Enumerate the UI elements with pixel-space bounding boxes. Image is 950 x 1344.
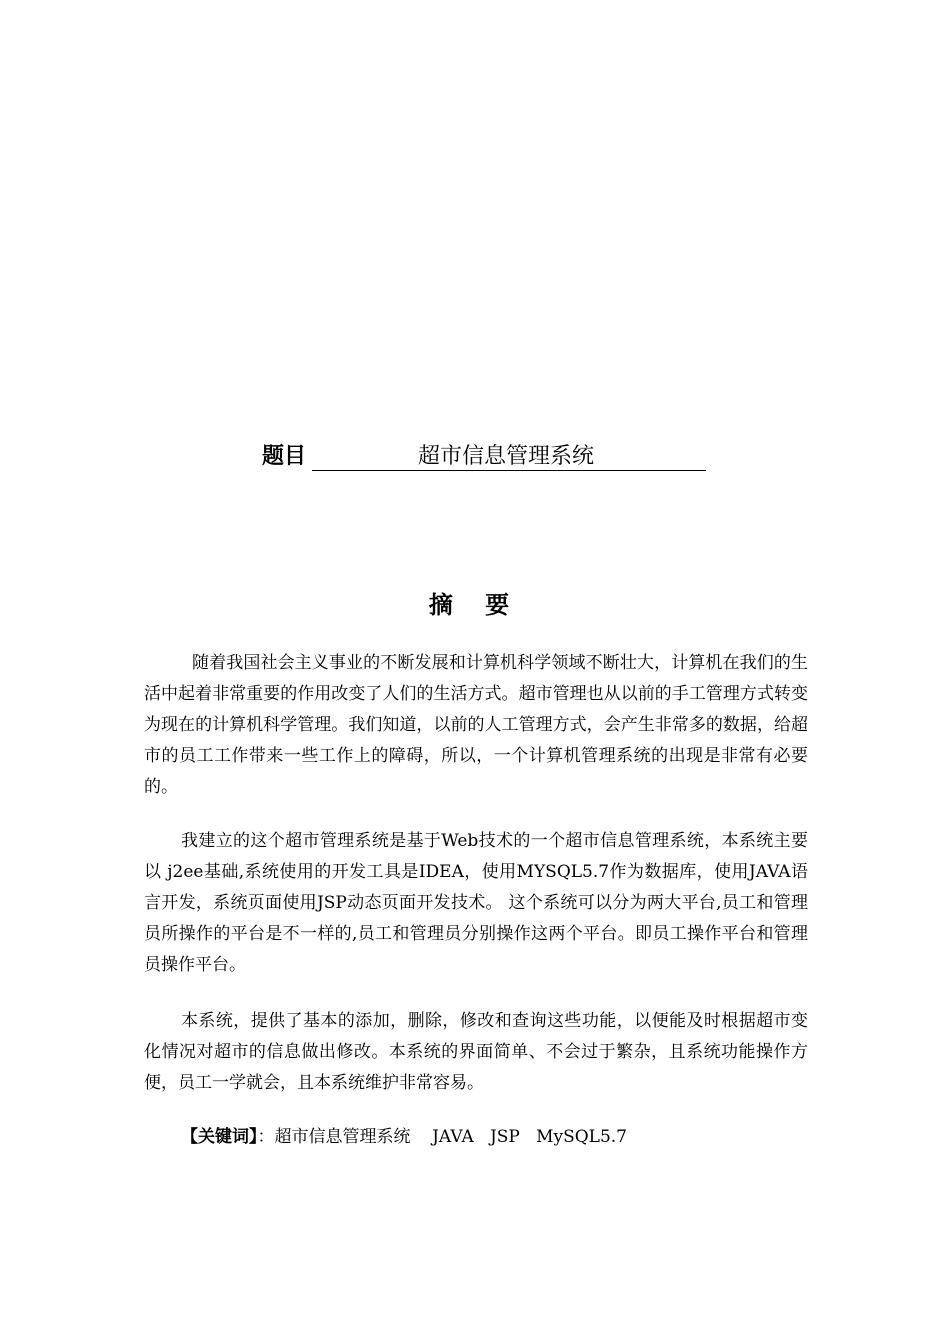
abstract-heading: 摘 要 [428,591,522,619]
keywords-text: ：超市信息管理系统 JAVA JSP MySQL5.7 [257,1127,628,1147]
abstract-paragraph-2: 我建立的这个超市管理系统是基于Web技术的一个超市信息管理系统，本系统主要以 j2ee基础,系统使用的开发工具是IDEA，使用MYSQL5.7作为数据库，使用JAVA语言开发，系统页面使用JSP动态页面开发技术。 这个系统可以分为两大平台,员工和管理员所操作的平台是不一样的,员工和管理员分别操作这两个平台。即员工操作平台和管理员操作平台。 [144,831,808,975]
title-line [262,440,712,474]
keywords-line [181,1122,627,1153]
abstract-paragraph-1: 随着我国社会主义事业的不断发展和计算机科学领域不断壮大，计算机在我们的生活中起着非常重要的作用改变了人们的生活方式。超市管理也从以前的手工管理方式转变为现在的计算机科学管理。我们知道，以前的人工管理方式，会产生非常多的数据，给超市的员工工作带来一些工作上的障碍，所以，一个计算机管理系统的出现是非常有必要的。 [144,653,808,797]
abstract-paragraph-3: 本系统，提供了基本的添加，删除，修改和查询这些功能，以便能及时根据超市变化情况对超市的信息做出修改。本系统的界面简单、不会过于繁杂，且系统功能操作方便，员工一学就会，且本系统维护非常容易。 [144,1011,808,1093]
keywords-label: 【关键词】 [181,1127,258,1147]
title-value: 超市信息管理系统 [418,444,595,469]
title-label: 题目 [262,444,307,469]
